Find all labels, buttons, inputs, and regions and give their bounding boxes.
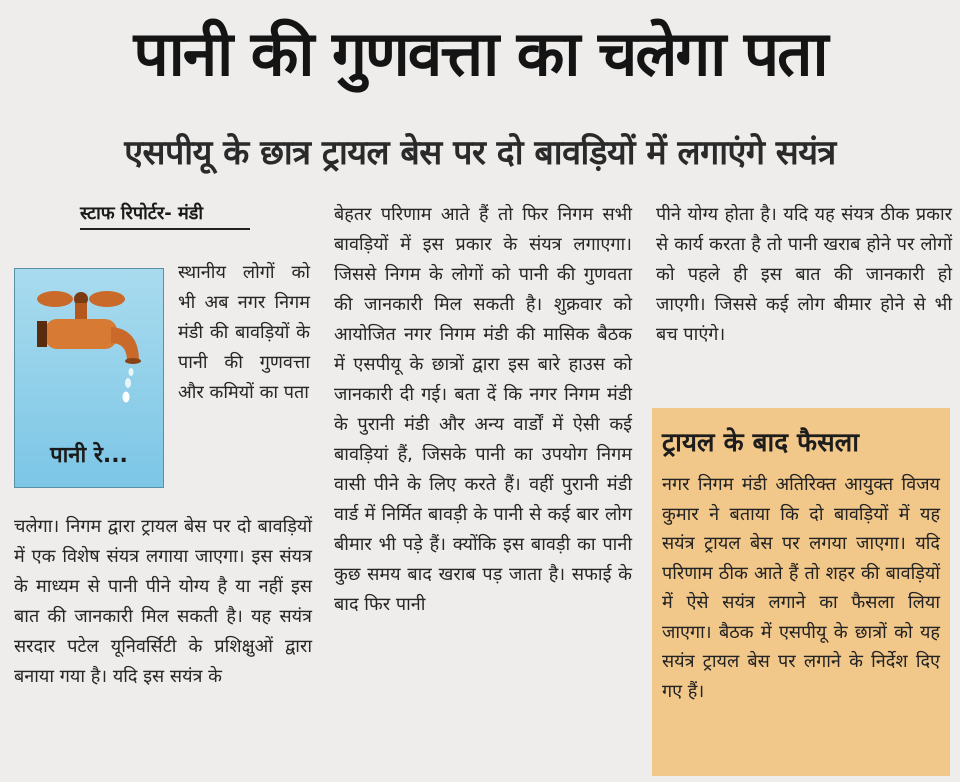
tap-photo <box>14 268 164 488</box>
paragraph: बेहतर परिणाम आते हैं तो फिर निगम सभी बावड़ियों में इस प्रकार के संयत्र लगाएगा। जिससे निगम के लोगों को पानी की गुणवता की जानकारी मिल सकती है। शुक्रवार को आयोजित नगर निगम मंडी की मासिक बैठक में एसपीयू के छात्रों द्वारा इस बारे हाउस को जानकारी दी गई। बता दें कि नगर निगम मंडी के पुरानी मंडी और अन्य वार्डों में ऐसी कई बावड़ियां हैं, जिसके पानी का उपयोग निगम वासी पीने के लिए करते हैं। वहीं पुरानी मंडी वार्ड में निर्मित बावड़ी के पानी से कई बार लोग बीमार भी पड़े हैं। क्योंकि इस बावड़ी का पानी कुछ समय बाद खराब पड़ जाता है। सफाई के बाद फिर पानी <box>334 204 632 615</box>
paragraph: चलेगा। निगम द्वारा ट्रायल बेस पर दो बावड़ियों में एक विशेष संयत्र लगाया जाएगा। इस संयत्र के माध्यम से पानी पीने योग्य है या नहीं इस बात की जानकारी मिल सकती है। यह सयंत्र सरदार पटेल यूनिवर्सिटी के प्रशिक्षुओं द्वारा बनाया गया है। यदि इस सयंत्र के <box>14 516 312 687</box>
sidebar-box <box>652 408 950 776</box>
article-column-1-top <box>178 258 310 408</box>
paragraph: पीने योग्य होता है। यदि यह संयत्र ठीक प्रकार से कार्य करता है तो पानी खराब होने पर लोगों को पहले ही इस बात की जानकारी हो जाएगी। जिससे कई लोग बीमार होने से भी बच पाएंगे। <box>656 204 952 345</box>
headline: पानी की गुणवत्ता का चलेगा पता <box>133 17 827 90</box>
sidebar-box-title: ट्रायल के बाद फैसला <box>662 428 860 458</box>
water-tap-icon <box>15 269 163 419</box>
article-column-2 <box>334 200 632 620</box>
subheadline: एसपीयू के छात्र ट्रायल बेस पर दो बावड़ियों में लगाएंगे सयंत्र <box>124 133 836 173</box>
article-column-1-bottom <box>14 512 312 692</box>
article-column-3 <box>656 200 952 350</box>
byline: स्टाफ रिपोर्टर- मंडी <box>80 200 250 230</box>
paragraph: स्थानीय लोगों को भी अब नगर निगम मंडी की बावड़ियों के पानी की गुणवत्ता और कमियों का पता <box>178 262 310 403</box>
photo-caption: पानी रे... <box>50 443 128 468</box>
sidebar-box-body: नगर निगम मंडी अतिरिक्त आयुक्त विजय कुमार ने बताया कि दो बावड़ियों में यह सयंत्र ट्रायल बेस पर लगया जाएगा। यदि परिणाम ठीक आते हैं तो शहर की बावड़ियों में ऐसे सयंत्र लगाने का फैसला लिया जाएगा। बैठक में एसपीयू के छात्रों को यह सयंत्र ट्रायल बेस पर लगाने के निर्देश दिए गए हैं। <box>662 474 940 702</box>
